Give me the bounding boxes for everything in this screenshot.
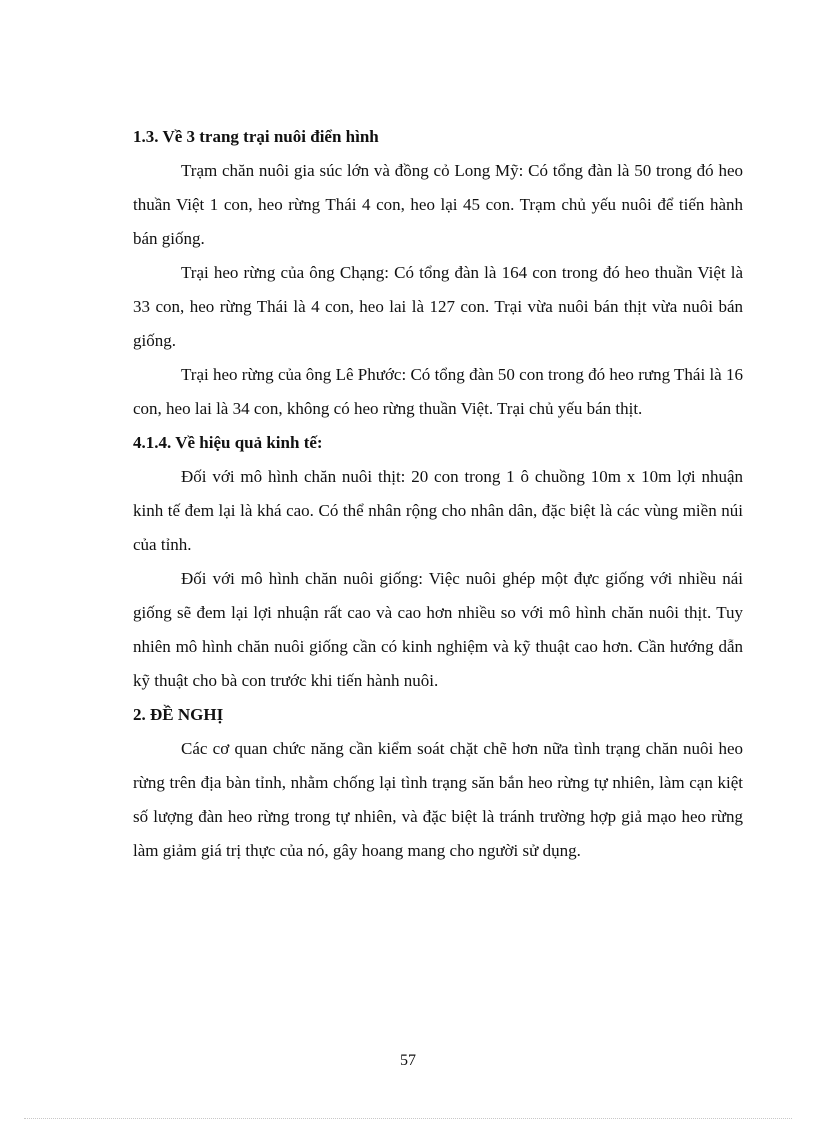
paragraph: Các cơ quan chức năng cần kiểm soát chặt chẽ hơn nữa tình trạng chăn nuôi heo rừng trên địa bàn tỉnh, nhằm chống lại tình trạng săn bắn heo rừng tự nhiên, làm cạn kiệt số lượng đàn heo rừng trong tự nhiên, và đặc biệt là tránh trường hợp giả mạo heo rừng làm giảm giá trị thực của nó, gây hoang mang cho người sử dụng. xyxy=(133,739,743,860)
section-heading: 2. ĐỀ NGHỊ xyxy=(133,705,224,724)
paragraph: Trạm chăn nuôi gia súc lớn và đồng cỏ Long Mỹ: Có tổng đàn là 50 trong đó heo thuần Việt 1 con, heo rừng Thái 4 con, heo lại 45 con. Trạm chủ yếu nuôi để tiến hành bán giống. xyxy=(133,161,743,248)
paragraph: Trại heo rừng của ông Lê Phước: Có tổng đàn 50 con trong đó heo rưng Thái là 16 con, heo lai là 34 con, không có heo rừng thuần Việt. Trại chủ yếu bán thịt. xyxy=(133,365,743,418)
section-heading: 4.1.4. Về hiệu quả kinh tế: xyxy=(133,433,323,452)
section-heading: 1.3. Về 3 trang trại nuôi điển hình xyxy=(133,127,379,146)
paragraph: Trại heo rừng của ông Chạng: Có tổng đàn là 164 con trong đó heo thuần Việt là 33 con, heo rừng Thái là 4 con, heo lai là 127 con. Trại vừa nuôi bán thịt vừa nuôi bán giống. xyxy=(133,263,743,350)
page-bottom-divider xyxy=(24,1118,792,1119)
page-number: 57 xyxy=(400,1052,416,1069)
paragraph: Đối với mô hình chăn nuôi thịt: 20 con trong 1 ô chuồng 10m x 10m lợi nhuận kinh tế đem lại là khá cao. Có thể nhân rộng cho nhân dân, đặc biệt là các vùng miền núi của tỉnh. xyxy=(133,467,743,554)
paragraph: Đối với mô hình chăn nuôi giống: Việc nuôi ghép một đực giống với nhiều nái giống sẽ đem lại lợi nhuận rất cao và cao hơn nhiều so với mô hình chăn nuôi thịt. Tuy nhiên mô hình chăn nuôi giống cần có kinh nghiệm và kỹ thuật cao hơn. Cần hướng dẫn kỹ thuật cho bà con trước khi tiến hành nuôi. xyxy=(133,569,743,690)
document-page xyxy=(133,120,743,868)
